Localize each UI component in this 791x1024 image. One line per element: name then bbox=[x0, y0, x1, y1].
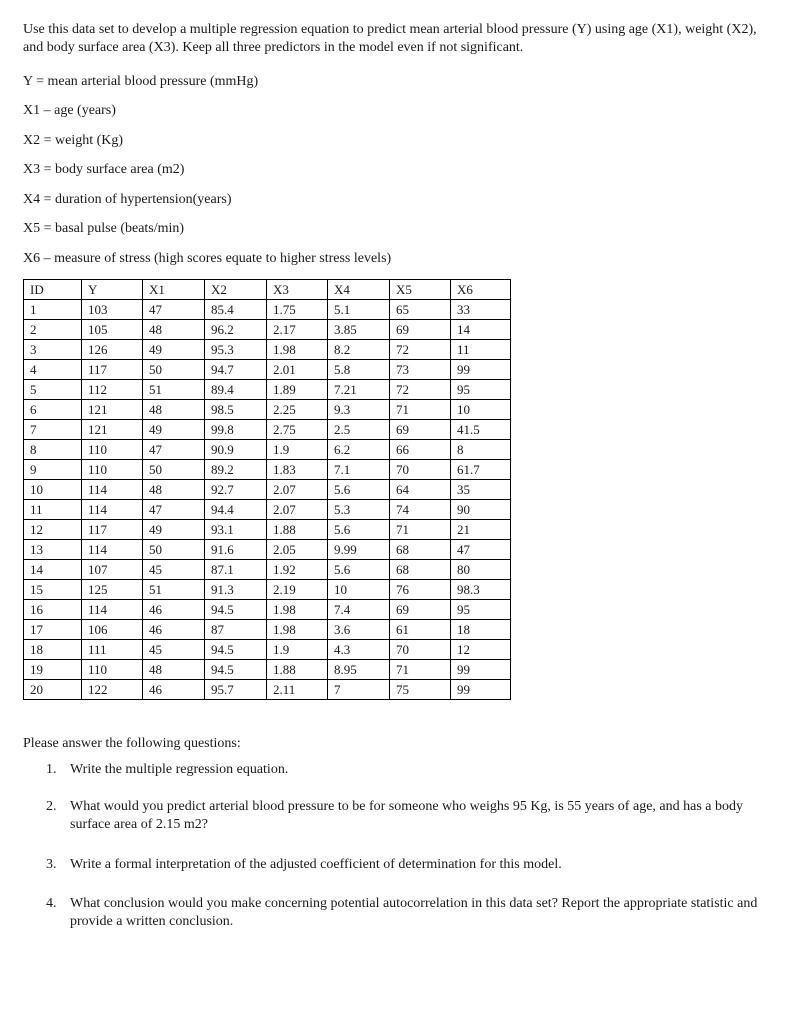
table-cell-x2: 94.5 bbox=[205, 600, 267, 620]
table-cell-x5: 70 bbox=[390, 460, 451, 480]
table-cell-id: 9 bbox=[24, 460, 82, 480]
table-cell-x1: 47 bbox=[143, 440, 205, 460]
table-cell-x6: 99 bbox=[451, 660, 511, 680]
variable-definition-x6: X6 – measure of stress (high scores equate to higher stress levels) bbox=[23, 251, 392, 266]
table-cell-id: 11 bbox=[24, 500, 82, 520]
table-cell-x5: 76 bbox=[390, 580, 451, 600]
table-cell-y: 103 bbox=[82, 300, 143, 320]
questions-prompt: Please answer the following questions: bbox=[23, 736, 241, 751]
data-table bbox=[23, 279, 511, 700]
column-header-x4: X4 bbox=[328, 280, 390, 300]
table-cell-x4: 9.99 bbox=[328, 540, 390, 560]
table-cell-x1: 50 bbox=[143, 360, 205, 380]
table-cell-x5: 64 bbox=[390, 480, 451, 500]
table-row bbox=[24, 440, 511, 460]
table-row bbox=[24, 300, 511, 320]
table-cell-x2: 94.4 bbox=[205, 500, 267, 520]
table-cell-x4: 7.1 bbox=[328, 460, 390, 480]
column-header-x2: X2 bbox=[205, 280, 267, 300]
table-cell-x1: 50 bbox=[143, 540, 205, 560]
table-cell-x4: 5.1 bbox=[328, 300, 390, 320]
table-cell-x5: 72 bbox=[390, 380, 451, 400]
table-cell-x4: 9.3 bbox=[328, 400, 390, 420]
column-header-y: Y bbox=[82, 280, 143, 300]
question-number: 2. bbox=[46, 799, 57, 814]
table-cell-x1: 48 bbox=[143, 400, 205, 420]
table-cell-x5: 65 bbox=[390, 300, 451, 320]
table-cell-y: 122 bbox=[82, 680, 143, 700]
table-cell-x2: 95.7 bbox=[205, 680, 267, 700]
table-cell-x2: 98.5 bbox=[205, 400, 267, 420]
table-cell-x1: 47 bbox=[143, 500, 205, 520]
table-cell-y: 114 bbox=[82, 500, 143, 520]
table-row bbox=[24, 420, 511, 440]
table-cell-x3: 2.17 bbox=[267, 320, 328, 340]
table-cell-id: 19 bbox=[24, 660, 82, 680]
table-cell-x5: 66 bbox=[390, 440, 451, 460]
table-cell-x3: 2.07 bbox=[267, 480, 328, 500]
table-cell-x6: 11 bbox=[451, 340, 511, 360]
table-cell-id: 2 bbox=[24, 320, 82, 340]
variable-definition-y: Y = mean arterial blood pressure (mmHg) bbox=[23, 74, 259, 89]
table-row bbox=[24, 560, 511, 580]
question-item bbox=[46, 856, 758, 874]
table-cell-x1: 46 bbox=[143, 620, 205, 640]
table-cell-x4: 3.6 bbox=[328, 620, 390, 640]
table-cell-x4: 4.3 bbox=[328, 640, 390, 660]
table-cell-x3: 1.89 bbox=[267, 380, 328, 400]
table-cell-x3: 1.83 bbox=[267, 460, 328, 480]
table-cell-x3: 1.75 bbox=[267, 300, 328, 320]
table-cell-y: 114 bbox=[82, 540, 143, 560]
table-cell-id: 1 bbox=[24, 300, 82, 320]
table-row bbox=[24, 640, 511, 660]
table-cell-x5: 71 bbox=[390, 520, 451, 540]
table-cell-id: 18 bbox=[24, 640, 82, 660]
question-item bbox=[46, 895, 758, 931]
question-text: Write a formal interpretation of the adjusted coefficient of determination for this model. bbox=[70, 857, 562, 872]
table-cell-x6: 35 bbox=[451, 480, 511, 500]
table-cell-x6: 12 bbox=[451, 640, 511, 660]
table-cell-y: 117 bbox=[82, 520, 143, 540]
table-cell-y: 110 bbox=[82, 440, 143, 460]
table-cell-x2: 89.4 bbox=[205, 380, 267, 400]
table-cell-x6: 99 bbox=[451, 680, 511, 700]
table-cell-x5: 74 bbox=[390, 500, 451, 520]
table-cell-y: 111 bbox=[82, 640, 143, 660]
table-cell-y: 106 bbox=[82, 620, 143, 640]
column-header-x6: X6 bbox=[451, 280, 511, 300]
table-cell-x2: 99.8 bbox=[205, 420, 267, 440]
instructions-paragraph: Use this data set to develop a multiple regression equation to predict mean arterial blood pressure (Y) using age (X1), weight (X2), and body surface area (X3). Keep all three predictors in the model even if not significant. bbox=[23, 22, 757, 55]
table-row bbox=[24, 340, 511, 360]
table-cell-x4: 5.6 bbox=[328, 520, 390, 540]
column-header-id: ID bbox=[24, 280, 82, 300]
table-cell-x6: 14 bbox=[451, 320, 511, 340]
table-cell-x4: 5.3 bbox=[328, 500, 390, 520]
table-cell-y: 112 bbox=[82, 380, 143, 400]
table-row bbox=[24, 680, 511, 700]
table-cell-x2: 89.2 bbox=[205, 460, 267, 480]
table-cell-id: 5 bbox=[24, 380, 82, 400]
table-cell-x2: 91.3 bbox=[205, 580, 267, 600]
question-text: What would you predict arterial blood pressure to be for someone who weighs 95 Kg, is 55 years of age, and has a body surface area of 2.15 m2? bbox=[70, 799, 743, 832]
table-cell-x4: 7.4 bbox=[328, 600, 390, 620]
table-cell-x5: 70 bbox=[390, 640, 451, 660]
table-cell-x6: 47 bbox=[451, 540, 511, 560]
table-cell-x3: 1.88 bbox=[267, 660, 328, 680]
table-cell-x3: 2.01 bbox=[267, 360, 328, 380]
table-cell-x5: 71 bbox=[390, 400, 451, 420]
table-cell-x3: 1.88 bbox=[267, 520, 328, 540]
table-header-row bbox=[24, 280, 511, 300]
question-text: Write the multiple regression equation. bbox=[70, 762, 289, 777]
variable-definition-x4: X4 = duration of hypertension(years) bbox=[23, 192, 232, 207]
table-cell-id: 4 bbox=[24, 360, 82, 380]
table-row bbox=[24, 400, 511, 420]
table-cell-x1: 49 bbox=[143, 520, 205, 540]
table-cell-x5: 73 bbox=[390, 360, 451, 380]
table-cell-x5: 71 bbox=[390, 660, 451, 680]
table-cell-x6: 95 bbox=[451, 600, 511, 620]
table-row bbox=[24, 540, 511, 560]
table-row bbox=[24, 520, 511, 540]
table-cell-x6: 41.5 bbox=[451, 420, 511, 440]
table-cell-x6: 98.3 bbox=[451, 580, 511, 600]
table-cell-y: 117 bbox=[82, 360, 143, 380]
table-row bbox=[24, 480, 511, 500]
question-number: 4. bbox=[46, 896, 57, 911]
table-cell-x4: 7.21 bbox=[328, 380, 390, 400]
table-cell-x3: 2.25 bbox=[267, 400, 328, 420]
table-cell-x5: 68 bbox=[390, 540, 451, 560]
table-cell-y: 121 bbox=[82, 420, 143, 440]
table-cell-id: 8 bbox=[24, 440, 82, 460]
table-cell-x6: 61.7 bbox=[451, 460, 511, 480]
table-cell-id: 12 bbox=[24, 520, 82, 540]
table-cell-id: 20 bbox=[24, 680, 82, 700]
table-cell-x1: 49 bbox=[143, 340, 205, 360]
table-cell-x5: 68 bbox=[390, 560, 451, 580]
table-cell-x5: 69 bbox=[390, 320, 451, 340]
table-cell-x4: 6.2 bbox=[328, 440, 390, 460]
table-cell-x2: 94.5 bbox=[205, 640, 267, 660]
variable-definition-x1: X1 – age (years) bbox=[23, 103, 116, 118]
table-cell-y: 110 bbox=[82, 660, 143, 680]
table-cell-x6: 10 bbox=[451, 400, 511, 420]
table-cell-x1: 46 bbox=[143, 680, 205, 700]
table-cell-x2: 95.3 bbox=[205, 340, 267, 360]
table-cell-x5: 69 bbox=[390, 600, 451, 620]
table-cell-x3: 2.19 bbox=[267, 580, 328, 600]
question-text: What conclusion would you make concerning potential autocorrelation in this data set? Report the appropriate statistic and provide a written conclusion. bbox=[70, 896, 758, 929]
table-cell-x1: 48 bbox=[143, 480, 205, 500]
table-cell-y: 126 bbox=[82, 340, 143, 360]
table-cell-x3: 1.98 bbox=[267, 620, 328, 640]
variable-definition-x5: X5 = basal pulse (beats/min) bbox=[23, 221, 185, 236]
table-row bbox=[24, 360, 511, 380]
question-item bbox=[46, 798, 758, 834]
table-cell-x4: 5.6 bbox=[328, 480, 390, 500]
table-cell-x1: 51 bbox=[143, 380, 205, 400]
table-cell-x3: 2.07 bbox=[267, 500, 328, 520]
table-row bbox=[24, 600, 511, 620]
question-number: 1. bbox=[46, 762, 57, 777]
table-cell-x2: 94.7 bbox=[205, 360, 267, 380]
table-row bbox=[24, 620, 511, 640]
table-cell-x5: 69 bbox=[390, 420, 451, 440]
table-cell-y: 114 bbox=[82, 480, 143, 500]
variable-definition-x3: X3 = body surface area (m2) bbox=[23, 162, 185, 177]
table-row bbox=[24, 660, 511, 680]
table-cell-x6: 8 bbox=[451, 440, 511, 460]
table-cell-x4: 5.6 bbox=[328, 560, 390, 580]
table-cell-x1: 48 bbox=[143, 320, 205, 340]
column-header-x3: X3 bbox=[267, 280, 328, 300]
table-cell-x3: 2.75 bbox=[267, 420, 328, 440]
table-cell-x2: 93.1 bbox=[205, 520, 267, 540]
table-cell-id: 13 bbox=[24, 540, 82, 560]
table-cell-y: 114 bbox=[82, 600, 143, 620]
table-cell-id: 6 bbox=[24, 400, 82, 420]
table-cell-x4: 3.85 bbox=[328, 320, 390, 340]
table-cell-x2: 96.2 bbox=[205, 320, 267, 340]
table-cell-x1: 50 bbox=[143, 460, 205, 480]
table-cell-x2: 91.6 bbox=[205, 540, 267, 560]
table-cell-x6: 21 bbox=[451, 520, 511, 540]
table-cell-x3: 1.92 bbox=[267, 560, 328, 580]
variable-definition-x2: X2 = weight (Kg) bbox=[23, 133, 124, 148]
table-cell-y: 105 bbox=[82, 320, 143, 340]
table-cell-x6: 99 bbox=[451, 360, 511, 380]
table-row bbox=[24, 320, 511, 340]
table-cell-y: 107 bbox=[82, 560, 143, 580]
table-cell-x5: 61 bbox=[390, 620, 451, 640]
table-row bbox=[24, 380, 511, 400]
table-cell-x2: 94.5 bbox=[205, 660, 267, 680]
table-cell-id: 17 bbox=[24, 620, 82, 640]
table-cell-x4: 2.5 bbox=[328, 420, 390, 440]
table-cell-x1: 48 bbox=[143, 660, 205, 680]
table-cell-x2: 87.1 bbox=[205, 560, 267, 580]
table-cell-id: 15 bbox=[24, 580, 82, 600]
table-cell-id: 16 bbox=[24, 600, 82, 620]
table-cell-x1: 49 bbox=[143, 420, 205, 440]
question-number: 3. bbox=[46, 857, 57, 872]
table-cell-y: 110 bbox=[82, 460, 143, 480]
table-cell-x5: 72 bbox=[390, 340, 451, 360]
table-cell-x2: 92.7 bbox=[205, 480, 267, 500]
table-row bbox=[24, 500, 511, 520]
table-cell-x1: 51 bbox=[143, 580, 205, 600]
table-cell-x1: 47 bbox=[143, 300, 205, 320]
table-cell-x4: 8.95 bbox=[328, 660, 390, 680]
table-cell-id: 7 bbox=[24, 420, 82, 440]
table-cell-x3: 2.05 bbox=[267, 540, 328, 560]
table-row bbox=[24, 460, 511, 480]
table-cell-id: 3 bbox=[24, 340, 82, 360]
table-cell-x3: 2.11 bbox=[267, 680, 328, 700]
table-cell-id: 10 bbox=[24, 480, 82, 500]
table-cell-y: 125 bbox=[82, 580, 143, 600]
table-cell-x3: 1.9 bbox=[267, 640, 328, 660]
table-cell-x3: 1.98 bbox=[267, 600, 328, 620]
table-cell-id: 14 bbox=[24, 560, 82, 580]
table-row bbox=[24, 580, 511, 600]
table-cell-x2: 85.4 bbox=[205, 300, 267, 320]
table-cell-x2: 87 bbox=[205, 620, 267, 640]
table-cell-y: 121 bbox=[82, 400, 143, 420]
table-cell-x3: 1.98 bbox=[267, 340, 328, 360]
table-cell-x4: 7 bbox=[328, 680, 390, 700]
table-cell-x1: 46 bbox=[143, 600, 205, 620]
table-cell-x2: 90.9 bbox=[205, 440, 267, 460]
table-cell-x4: 5.8 bbox=[328, 360, 390, 380]
table-cell-x6: 18 bbox=[451, 620, 511, 640]
table-cell-x3: 1.9 bbox=[267, 440, 328, 460]
table-cell-x1: 45 bbox=[143, 640, 205, 660]
table-cell-x4: 8.2 bbox=[328, 340, 390, 360]
table-cell-x6: 90 bbox=[451, 500, 511, 520]
question-item bbox=[46, 761, 758, 779]
column-header-x5: X5 bbox=[390, 280, 451, 300]
column-header-x1: X1 bbox=[143, 280, 205, 300]
table-cell-x4: 10 bbox=[328, 580, 390, 600]
table-cell-x6: 95 bbox=[451, 380, 511, 400]
table-cell-x6: 80 bbox=[451, 560, 511, 580]
table-cell-x5: 75 bbox=[390, 680, 451, 700]
table-cell-x1: 45 bbox=[143, 560, 205, 580]
table-cell-x6: 33 bbox=[451, 300, 511, 320]
